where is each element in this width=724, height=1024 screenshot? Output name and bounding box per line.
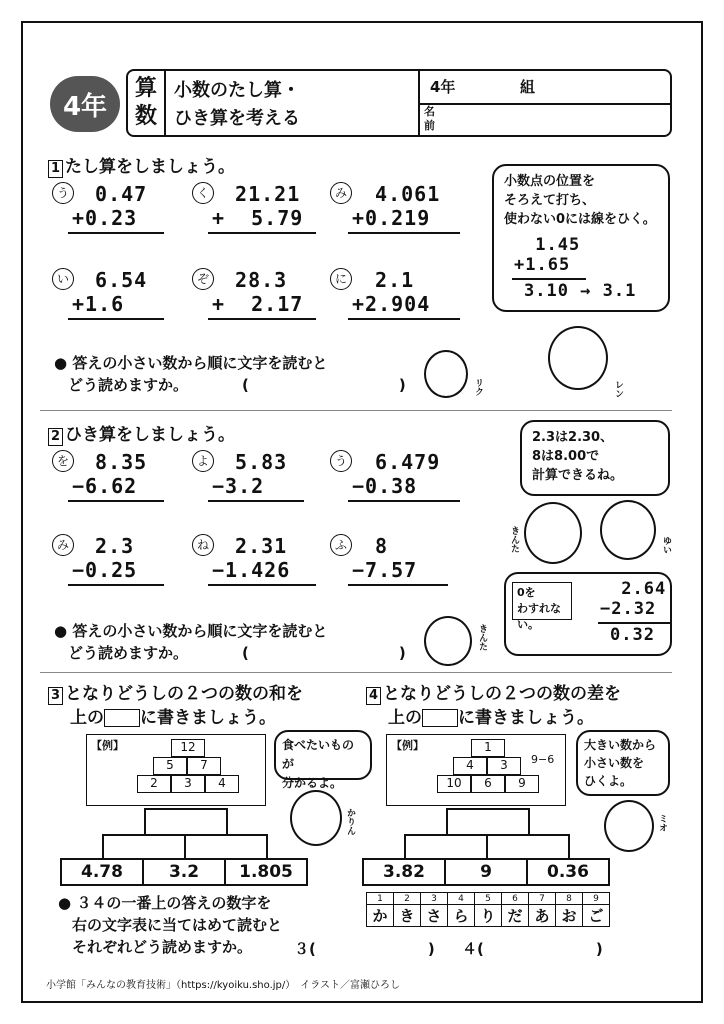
q4-top-answer-box[interactable] [446, 808, 530, 836]
q1-problem-ni: に [330, 268, 358, 290]
q3-example-box: 【例】 12 5 7 2 3 4 [86, 734, 266, 806]
yui-label: ゆい [661, 536, 671, 554]
riku-label: リク [473, 378, 483, 396]
q2-mi-a: 2.3 [82, 534, 135, 558]
page-title: 小数のたし算・ ひき算を考える [174, 80, 300, 129]
answer-4[interactable]: ４( ) [462, 940, 603, 958]
q2-note: ● 答えの小さい数から順に文字を読むと どう読めますか。 ( ) [54, 622, 406, 662]
q2-mi-b: −0.25 [72, 558, 138, 582]
ren-label: レン [613, 380, 623, 398]
q4-bottom-cell-2: 9 [444, 858, 528, 886]
q2-problem-wo: を [52, 450, 80, 472]
q1-ni-a: 2.1 [362, 268, 415, 292]
q2-wo-a: 8.35 [82, 450, 148, 474]
q1-problem-mi: み [330, 182, 358, 204]
q1-ni-b: +2.904 [352, 292, 431, 316]
q2-ne-b: −1.426 [212, 558, 291, 582]
q4-title: 4 となりどうしの２つの数の差を 上の に書きましょう。 [366, 682, 621, 730]
class-field[interactable]: 組 [520, 78, 536, 96]
q3-title: 3 となりどうしの２つの数の和を 上の に書きましょう。 [48, 682, 303, 730]
q1-mi-b: +0.219 [352, 206, 431, 230]
q1-problem-u: う [52, 182, 80, 204]
q2-u-a: 6.479 [362, 450, 441, 474]
q1-problem-ku: く [192, 182, 220, 204]
q1-note: ● 答えの小さい数から順に文字を読むと どう読めますか。 ( ) [54, 354, 406, 394]
q3-bottom-cell-1: 4.78 [60, 858, 144, 886]
q1-mi-a: 4.061 [362, 182, 441, 206]
kinta-label: きんた [509, 526, 519, 553]
ren-face-icon [548, 326, 608, 390]
karin-face-icon [290, 790, 342, 846]
q2-fu-b: −7.57 [352, 558, 418, 582]
q2-problem-fu: ふ [330, 534, 358, 556]
yui-face-icon [600, 500, 656, 560]
divider2 [40, 672, 672, 673]
q2-problem-ne: ね [192, 534, 220, 556]
grade-badge: 4年 [50, 76, 120, 132]
q1-i-a: 6.54 [82, 268, 148, 292]
q2-hint-bubble: 2.3は2.30、 8は8.00で 計算できるね。 [520, 420, 670, 496]
q4-bottom-cell-3: 0.36 [526, 858, 610, 886]
q1-ku-b: + 5.79 [212, 206, 304, 230]
q2-yo-b: −3.2 [212, 474, 265, 498]
q1-title: 1 たし算をしましょう。 [48, 152, 235, 178]
q4-example-box: 【例】 1 4 3 10 6 9 9−6 [386, 734, 566, 806]
q2-problem-mi: み [52, 534, 80, 556]
q2-u-b: −0.38 [352, 474, 418, 498]
name-label: 名 前 [424, 105, 435, 132]
q2-title: 2 ひき算をしましょう。 [48, 420, 235, 446]
q2-fu-a: 8 [362, 534, 389, 558]
q1-zo-b: + 2.17 [212, 292, 304, 316]
mio-face-icon [604, 800, 654, 852]
mio-label: ミオ [657, 814, 667, 832]
kinta-face-icon [524, 502, 582, 564]
q1-zo-a: 28.3 [222, 268, 288, 292]
q4-bottom-cell-1: 3.82 [362, 858, 446, 886]
q1-ku-a: 21.21 [222, 182, 301, 206]
q3-bottom-cell-2: 3.2 [142, 858, 226, 886]
karin-label: かりん [345, 808, 355, 835]
q1-problem-zo: ぞ [192, 268, 220, 290]
q3-hint-bubble: 食べたいものが 分かるよ。 [274, 730, 372, 780]
q1-hint-bubble: 小数点の位置を そろえて打ち、 使わない0には線をひく。 1.45 +1.65 3.10 → 3.1 [492, 164, 670, 312]
kinta2-label: きんた [477, 624, 487, 651]
q1-u-a: 0.47 [82, 182, 148, 206]
subject-label: 算 数 [134, 76, 157, 129]
q3-bottom-cell-3: 1.805 [224, 858, 308, 886]
grade-field[interactable]: 4年 [430, 78, 456, 96]
q2-ne-a: 2.31 [222, 534, 288, 558]
header-box [126, 69, 672, 137]
final-question: ● ３４の一番上の答えの数字を 右の文字表に当てはめて読むと それぞれどう読めますか。 [58, 894, 283, 956]
footer-credit: 小学館「みんなの教育技術」（https://kyoiku.sho.jp/） イラスト／富瀬ひろし [46, 980, 400, 991]
letter-table: 1 2 3 4 5 6 7 8 9 か き さ ら り だ あ お ご [366, 892, 610, 927]
kinta2-face-icon [424, 616, 472, 666]
q2-yo-a: 5.83 [222, 450, 288, 474]
q2-problem-u: う [330, 450, 358, 472]
q3-top-answer-box[interactable] [144, 808, 228, 836]
q2-wo-b: −6.62 [72, 474, 138, 498]
divider [40, 410, 672, 411]
q2-zero-box: 0を わすれない。 2.64 −2.32 0.32 [504, 572, 672, 656]
q1-u-b: +0.23 [72, 206, 138, 230]
answer-3[interactable]: ３( ) [294, 940, 435, 958]
name-field[interactable] [442, 105, 670, 135]
q1-problem-i: い [52, 268, 80, 290]
q2-problem-yo: よ [192, 450, 220, 472]
q4-hint-bubble: 大きい数から 小さい数を ひくよ。 [576, 730, 670, 796]
q1-i-b: +1.6 [72, 292, 125, 316]
riku-face-icon [424, 350, 468, 398]
